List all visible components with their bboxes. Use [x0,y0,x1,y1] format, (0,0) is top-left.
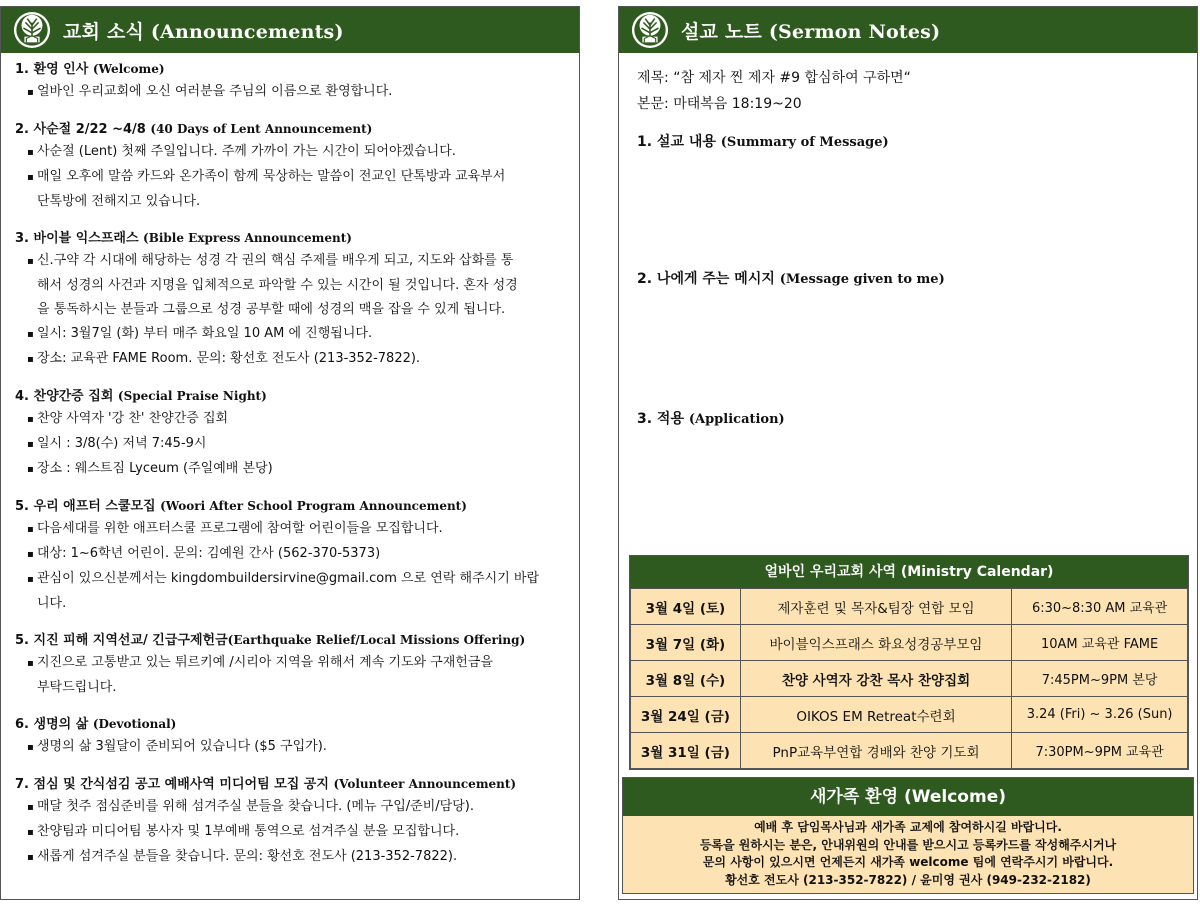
bullet-item: ▪ 일시 : 3/8(수) 저녁 7:45-9시 [15,432,565,457]
announcements-title-ko: 교회 소식 [63,20,145,43]
section-title-ko: 2. 사순절 2/22 ~4/8 [15,122,146,137]
calendar-date: 3월 31일 (금) [631,733,741,769]
table-row [631,733,1188,769]
section-earthquake-relief [15,630,565,700]
bullet-item: ▪ 장소: 교육관 FAME Room. 문의: 황선호 전도사 (213-352-7822). [15,347,565,372]
bullet-list [15,735,565,760]
welcome-line: 등록을 원하시는 분은, 안내위원의 안내를 받으시고 등록카드를 작성해주시거나 [699,837,1117,852]
bullet-item: ▪ 대상: 1~6학년 어린이. 문의: 김예원 간사 (562-370-5373) [15,542,565,567]
section-title-en: (Earthquake Relief/Local Missions Offering) [227,633,526,647]
section-volunteer [15,774,565,870]
heading-ko: 1. 설교 내용 [637,134,716,150]
bullet-item: ▪ 매달 첫주 점심준비를 위해 섬겨주실 분들을 찾습니다. (메뉴 구입/준비/담당). [15,795,565,820]
calendar-date: 3월 8일 (수) [631,661,741,697]
bullet-item: ▪ 새롭게 섬겨주실 분들을 찾습니다. 문의: 황선호 전도사 (213-352-7822). [15,845,565,870]
section-title [15,386,565,407]
bullet-item: ▪ 찬양팀과 미디어팀 봉사자 및 1부예배 통역으로 섬겨주실 분을 모집합니다. [15,820,565,845]
section-title-ko: 5. 우리 애프터 스쿨모집 [15,499,156,514]
bullet-list [15,249,565,372]
calendar-time: 7:45PM~9PM 본당 [1012,661,1188,697]
ministry-calendar-title: 얼바인 우리교회 사역 (Ministry Calendar) [630,556,1188,588]
section-bible-express [15,228,565,372]
welcome-line: 문의 사항이 있으시면 언제든지 새가족 welcome 팀에 연락주시기 바랍니다. [702,855,1114,869]
sermon-notes-title-ko: 설교 노트 [681,20,763,43]
announcements-page [0,6,580,900]
church-tree-logo-icon [13,11,51,49]
bullet-item: ▪ 신.구약 각 시대에 해당하는 성경 각 권의 핵심 주제를 배우게 되고, 지도와 삽화를 통해서 성경의 사건과 지명을 입체적으로 파악할 수 있는 시간이 될 것입니다. 혼자 성경을 통독하시는 분들과 그룹으로 성경 공부할 때에 성경의 맥을 잡을 수 있게 됩니다. [15,249,565,322]
bullet-item: ▪ 찬양 사역자 '강 찬' 찬양간증 집회 [15,407,565,432]
calendar-event: 제자훈련 및 목자&팀장 연합 모임 [740,589,1011,625]
calendar-event: OIKOS EM Retreat수련회 [740,697,1011,733]
heading-application [637,408,1179,431]
section-title-en: (Devotional) [92,717,177,731]
ministry-calendar [629,555,1189,770]
section-title-ko: 6. 생명의 삶 [15,717,89,732]
announcements-header [1,7,579,53]
heading-ko: 2. 나에게 주는 메시지 [637,271,775,287]
calendar-date: 3월 4일 (토) [631,589,741,625]
section-after-school [15,496,565,616]
table-row [631,661,1188,697]
announcements-body [1,53,579,870]
bullet-item: ▪ 사순절 (Lent) 첫째 주일입니다. 주께 가까이 가는 시간이 되어야겠습니다. [15,140,565,165]
section-title-ko: 5. 지진 피해 지역선교/ 긴급구제헌금 [15,633,228,648]
section-title-en: (Bible Express Announcement) [143,231,352,245]
section-title [15,496,565,517]
section-devotional [15,714,565,760]
calendar-event: PnP교육부연합 경배와 찬양 기도회 [740,733,1011,769]
heading-message-to-me [637,268,1179,291]
bullet-list [15,80,565,105]
announcements-title [63,17,344,44]
sermon-notes-title-en: (Sermon Notes) [768,20,941,43]
section-lent [15,119,565,214]
section-title [15,59,565,80]
section-title [15,774,565,795]
section-welcome [15,59,565,105]
section-title-en: (40 Days of Lent Announcement) [150,122,373,136]
calendar-event: 바이블익스프래스 화요성경공부모임 [740,625,1011,661]
bullet-item: ▪ 지진으로 고통받고 있는 튀르키예 /시리아 지역을 위해서 계속 기도와 구재헌금을 부탁드립니다. [15,651,565,700]
heading-en: (Message given to me) [779,272,945,287]
bullet-item: ▪ 다음세대를 위한 애프터스쿨 프로그램에 참여할 어린이들을 모집합니다. [15,517,565,542]
sermon-notes-title [681,17,940,44]
sermon-notes-header [619,7,1197,53]
welcome-contacts: 황선호 전도사 (213-352-7822) / 윤미영 권사 (949-232-2182) [725,872,1091,887]
section-title [15,119,565,140]
section-title-ko: 7. 점심 및 간식섬김 공고 예배사역 미디어팀 모집 공지 [15,777,329,792]
calendar-event: 찬양 사역자 강찬 목사 찬양집회 [740,661,1011,697]
church-tree-logo-icon [631,11,669,49]
announcements-title-en: (Announcements) [150,20,344,43]
sermon-body [619,53,1197,431]
new-family-welcome-box [622,777,1194,894]
welcome-line: 예배 후 담임목사님과 새가족 교제에 참여하시길 바랍니다. [754,820,1062,834]
section-title [15,714,565,735]
heading-summary [637,131,1179,154]
calendar-time: 3.24 (Fri) ~ 3.26 (Sun) [1012,697,1188,733]
welcome-box-title: 새가족 환영 (Welcome) [623,778,1193,816]
section-praise-night [15,386,565,482]
sermon-subject: 제목: “참 제자 찐 제자 #9 합심하여 구하면“ [637,70,911,86]
bullet-list [15,517,565,616]
heading-ko: 3. 적용 [637,411,684,427]
section-title-en: (Special Praise Night) [117,389,267,403]
calendar-time: 6:30~8:30 AM 교육관 [1012,589,1188,625]
section-title-en: (Volunteer Announcement) [333,777,517,791]
section-title [15,228,565,249]
table-row [631,697,1188,733]
bullet-item: ▪ 얼바인 우리교회에 오신 여러분을 주님의 이름으로 환영합니다. [15,80,565,105]
heading-en: (Summary of Message) [720,135,889,150]
bullet-item: ▪ 장소 : 웨스트짐 Lyceum (주일예배 본당) [15,457,565,482]
bullet-list [15,140,565,214]
heading-en: (Application) [688,412,785,427]
sermon-notes-page [618,6,1198,900]
calendar-date: 3월 24일 (금) [631,697,741,733]
table-row [631,589,1188,625]
bullet-item: ▪ 생명의 삶 3월달이 준비되어 있습니다 ($5 구입가). [15,735,565,760]
sermon-scripture: 본문: 마태복음 18:19~20 [637,96,802,112]
welcome-box-body [623,816,1193,893]
section-title-ko: 1. 환영 인사 [15,62,89,77]
bullet-item: ▪ 매일 오후에 말씀 카드와 온가족이 함께 묵상하는 말씀이 전교인 단톡방과 교육부서 단톡방에 전해지고 있습니다. [15,165,565,214]
section-title-ko: 4. 찬양간증 집회 [15,389,114,404]
bullet-list [15,407,565,482]
section-title-en: (Welcome) [92,62,165,76]
calendar-time: 7:30PM~9PM 교육관 [1012,733,1188,769]
ministry-calendar-table [630,588,1188,769]
section-title-ko: 3. 바이블 익스프래스 [15,231,139,246]
section-title [15,630,565,651]
calendar-date: 3월 7일 (화) [631,625,741,661]
bullet-list [15,651,565,700]
bullet-list [15,795,565,870]
table-row [631,625,1188,661]
bullet-item: ▪ 관심이 있으신분께서는 kingdombuildersirvine@gmail.com 으로 연락 해주시기 바랍니다. [15,567,565,616]
bullet-item: ▪ 일시: 3월7일 (화) 부터 매주 화요일 10 AM 에 진행됩니다. [15,322,565,347]
section-title-en: (Woori After School Program Announcement) [160,499,467,513]
calendar-time: 10AM 교육관 FAME [1012,625,1188,661]
